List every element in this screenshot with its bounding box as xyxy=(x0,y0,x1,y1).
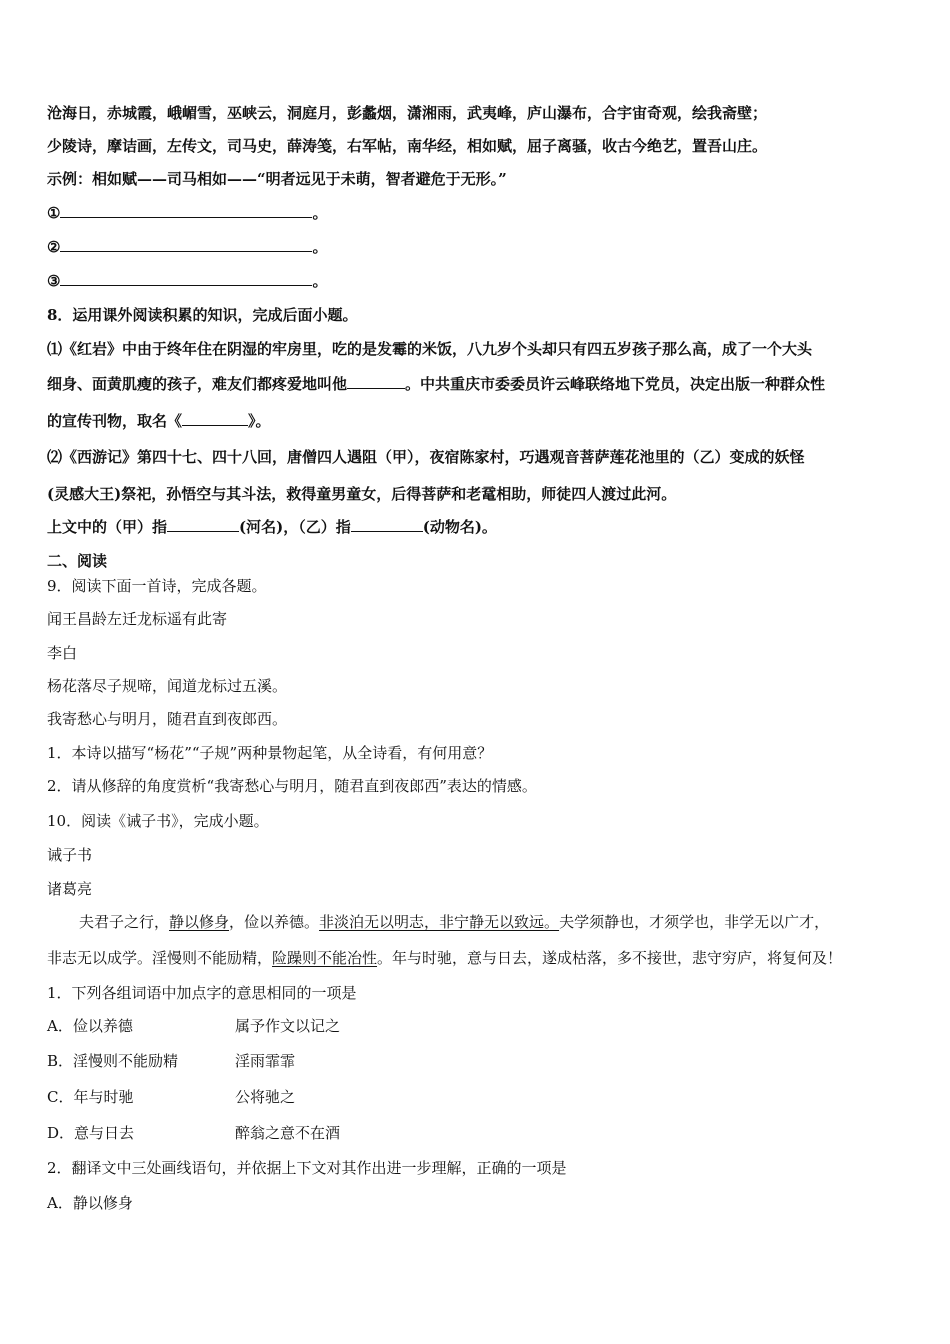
answer-line-1 xyxy=(47,203,327,223)
text-title: 诫子书 xyxy=(47,846,93,864)
question-10-2: 2．翻译文中三处画线语句，并依据上下文对其作出进一步理解，正确的一项是 xyxy=(47,1159,567,1177)
question-10: 10．阅读《诫子书》，完成小题。 xyxy=(47,812,269,830)
answer-blank-3[interactable] xyxy=(60,271,312,286)
underlined-sentence-2: 非淡泊无以明志，非宁静无以致远。 xyxy=(319,913,560,931)
option-b-left: B．淫慢则不能励精 xyxy=(47,1052,179,1070)
question-9: 9．阅读下面一首诗，完成各题。 xyxy=(47,577,267,595)
passage-text-d: 非志无以成学。淫慢则不能励精， xyxy=(47,949,273,967)
q8-part2-line2: (灵感大王)祭祀，孙悟空与其斗法，救得童男童女，后得菩萨和老鼋相助，师徒四人渡过此河。 xyxy=(47,485,677,503)
river-blank[interactable] xyxy=(167,517,239,532)
q8-part1-line3 xyxy=(47,411,271,431)
q8-fill-text-c: (动物名)。 xyxy=(422,518,497,536)
q8-fill-text-a: 上文中的（甲）指 xyxy=(47,518,168,536)
option-b-right: 淫雨霏霏 xyxy=(235,1052,296,1070)
passage-text-e: 。年与时驰，意与日去，遂成枯落，多不接世，悲守穷庐，将复何及！ xyxy=(377,949,843,967)
option-a-left: A．俭以养德 xyxy=(47,1017,133,1035)
poem-author: 李白 xyxy=(47,644,78,662)
question-9-1: 1．本诗以描写“杨花”“子规”两种景物起笔，从全诗看，有何用意？ xyxy=(47,744,493,762)
answer-line-3 xyxy=(47,271,327,291)
answer-period-3: 。 xyxy=(312,272,328,290)
example-line: 示例：相如赋——司马相如——“明者远见于未萌，智者避危于无形。” xyxy=(47,170,507,188)
answer-marker-2: ② xyxy=(47,238,61,256)
option-c[interactable] xyxy=(47,1087,295,1107)
option-c-right: 公将驰之 xyxy=(235,1088,296,1106)
passage-line-1 xyxy=(79,912,829,932)
answer-line-2 xyxy=(47,237,327,257)
passage-text-b: ，俭以养德。 xyxy=(229,913,320,931)
answer-marker-1: ① xyxy=(47,204,61,222)
poem-line-2: 我寄愁心与明月，随君直到夜郎西。 xyxy=(47,710,288,728)
q8-part1-line1: ⑴《红岩》中由于终年住在阴湿的牢房里，吃的是发霉的米饭，八九岁个头却只有四五岁孩子那么高，成了一个大头 xyxy=(47,340,813,358)
option-b[interactable] xyxy=(47,1051,295,1071)
option-a[interactable] xyxy=(47,1016,340,1036)
section-heading-reading: 二、阅读 xyxy=(47,552,108,570)
poem-title: 闻王昌龄左迁龙标遥有此寄 xyxy=(47,610,228,628)
question-8: 8．运用课外阅读积累的知识，完成后面小题。 xyxy=(47,306,358,324)
poem-line-1: 杨花落尽子规啼，闻道龙标过五溪。 xyxy=(47,677,288,695)
q8-part2-line1: ⑵《西游记》第四十七、四十八回，唐僧四人遇阻（甲），夜宿陈家村，巧遇观音菩萨莲花池里的（乙）变成的妖怪 xyxy=(47,448,805,466)
option-d-left: D．意与日去 xyxy=(47,1124,135,1142)
answer-period-1: 。 xyxy=(312,204,328,222)
couplet-line-1: 沧海日，赤城霞，峨嵋雪，巫峡云，洞庭月，彭蠡烟，潇湘雨，武夷峰，庐山瀑布，合宇宙奇观，绘我斋壁； xyxy=(47,104,768,122)
question-10-2-option-a[interactable]: A．静以修身 xyxy=(47,1194,133,1212)
question-9-2: 2．请从修辞的角度赏析“我寄愁心与明月，随君直到夜郎西”表达的情感。 xyxy=(47,777,537,795)
q8-part1-text-c: 的宣传刊物，取名《 xyxy=(47,412,183,430)
q8-part1-text-d: 》。 xyxy=(248,412,271,430)
couplet-line-2: 少陵诗，摩诘画，左传文，司马史，薛涛笺，右军帖，南华经，相如赋，屈子离骚，收古今绝艺，置吾山庄。 xyxy=(47,137,768,155)
passage-text-a: 夫君子之行， xyxy=(79,913,170,931)
passage-text-c: 夫学须静也，才须学也，非学无以广才， xyxy=(559,913,830,931)
nickname-blank[interactable] xyxy=(347,374,405,389)
q8-fill-line xyxy=(47,517,497,537)
text-author: 诸葛亮 xyxy=(47,880,93,898)
passage-line-2 xyxy=(47,948,842,968)
underlined-sentence-1: 静以修身 xyxy=(169,913,230,931)
q8-part1-text-a: 细身、面黄肌瘦的孩子，难友们都疼爱地叫他 xyxy=(47,375,348,393)
q8-part1-line2 xyxy=(47,374,825,394)
question-10-1: 1．下列各组词语中加点字的意思相同的一项是 xyxy=(47,984,357,1002)
q8-fill-text-b: (河名)，（乙）指 xyxy=(239,518,351,536)
answer-blank-2[interactable] xyxy=(60,237,312,252)
answer-blank-1[interactable] xyxy=(60,203,312,218)
option-a-right: 属予作文以记之 xyxy=(235,1017,341,1035)
q8-part1-text-b: 。中共重庆市委委员许云峰联络地下党员，决定出版一种群众性 xyxy=(405,375,826,393)
option-d[interactable] xyxy=(47,1123,340,1143)
option-c-left: C．年与时驰 xyxy=(47,1088,134,1106)
underlined-sentence-3: 险躁则不能冶性 xyxy=(272,949,378,967)
option-d-right: 醉翁之意不在酒 xyxy=(235,1124,341,1142)
animal-blank[interactable] xyxy=(351,517,423,532)
answer-period-2: 。 xyxy=(312,238,328,256)
answer-marker-3: ③ xyxy=(47,272,61,290)
publication-blank[interactable] xyxy=(182,411,248,426)
